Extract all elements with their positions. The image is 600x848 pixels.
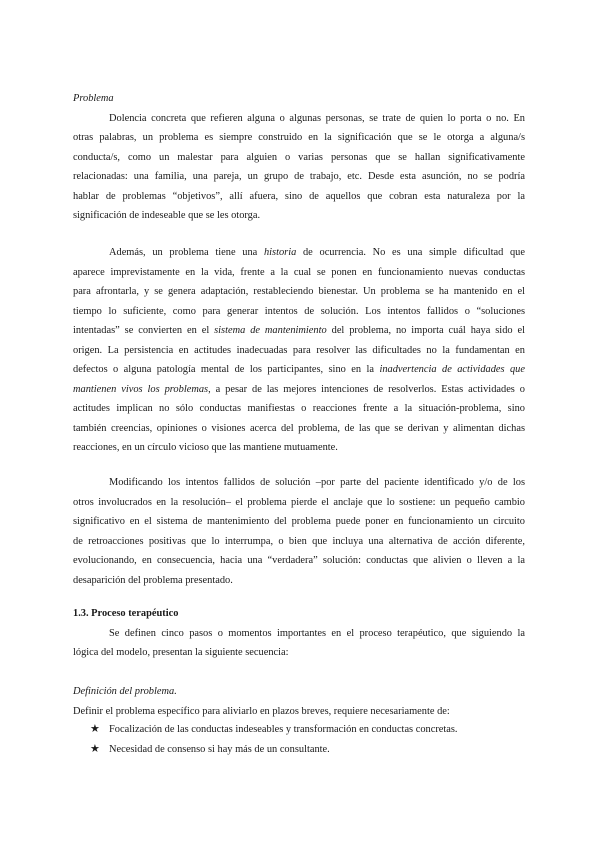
text-line: significación de indeseable que se les otorga. [73, 210, 261, 221]
text-run: de ocurrencia. No es una simple dificultad que [296, 247, 525, 258]
text-line [73, 321, 525, 341]
list-item-text: Focalización de las conductas indeseables y transformación en conductas concretas. [109, 724, 458, 735]
text-run: Además, un problema tiene una [109, 247, 264, 258]
text-run: defectos o alguna patología mental de los participantes, sino en la [73, 364, 380, 375]
text-line: significativo en el sistema de mantenimiento del problema puede poner en funcionamiento un circuito [73, 516, 525, 527]
paragraph-historia [73, 243, 525, 458]
text-line: Definir el problema específico para aliviarlo en plazos breves, requiere necesariamente de: [73, 705, 450, 717]
text-line: Se definen cinco pasos o momentos importantes en el proceso terapéutico, que siguiendo la [109, 627, 525, 639]
list-item [90, 740, 530, 760]
subheading-definicion: Definición del problema. [73, 686, 177, 697]
star-bullet-icon: ★ [90, 742, 100, 755]
text-line [73, 380, 525, 400]
text-line: relacionadas: una familia, una pareja, un grupo de trabajo, etc. Desde esta asunción, no se podría [73, 171, 525, 182]
section-heading: 1.3. Proceso terapéutico [73, 608, 179, 619]
heading-problema: Problema [73, 93, 114, 104]
text-line: evolucionando, en consecuencia, hacia una “verdadera” solución: conductas que alivien o lleven a la [73, 555, 525, 566]
text-line: desaparición del problema presentado. [73, 574, 233, 586]
emphasis-text: sistema de mantenimiento [214, 325, 327, 336]
text-line: Dolencia concreta que refieren alguna o algunas personas, se trate de quien lo porta o no. En [109, 112, 525, 124]
text-line [73, 360, 525, 380]
text-line [73, 243, 525, 263]
paragraph-modificando [73, 473, 525, 590]
emphasis-text: mantienen vivos los problemas [73, 383, 209, 395]
text-line: conducta/s, como un malestar para alguien o varias personas que se hallan significativamente [73, 151, 525, 163]
text-line: lógica del modelo, presentan la siguiente secuencia: [73, 647, 289, 658]
text-run: intentadas” se convierten en el [73, 325, 215, 336]
text-line: actitudes implican no sólo conductas manifiestas o reacciones frente a la situación-problema, sino [73, 403, 525, 414]
text-run: del problema, no importa cuál haya sido el [326, 325, 525, 336]
emphasis-text: inadvertencia de actividades que [379, 364, 525, 375]
section-problema [73, 89, 525, 226]
text-line: aparece imprevistamente en la vida, frente a la cual se ponen en funcionamiento nuevas conductas [73, 266, 525, 278]
text-line: Modificando los intentos fallidos de solución –por parte del paciente identificado y/o de los [109, 477, 525, 488]
star-bullet-icon: ★ [90, 723, 100, 735]
text-line: origen. La persistencia en actitudes inadecuadas para resolver las dificultades no la fundamentan en [73, 344, 525, 356]
text-line: también creencias, opiniones o visiones acerca del problema, de las que se derivan y alimentan dichas [73, 422, 525, 434]
text-run: , a pesar de las mejores intenciones de resolverlos. Estas actividades o [208, 383, 525, 395]
section-proceso-terapeutico [73, 604, 525, 663]
section-definicion [73, 682, 525, 721]
list-item [90, 720, 530, 740]
text-line: de retroacciones positivas que lo interrumpa, o bien que incluya una alternativa de acción diferente, [73, 535, 525, 547]
text-line: tiempo lo suficiente, como para generar intentos de solución. Los intentos fallidos o “soluciones [73, 305, 525, 317]
emphasis-text: historia [263, 247, 297, 258]
text-line: reacciones, en un círculo vicioso que las mantiene mutuamente. [73, 442, 338, 453]
bullet-list [90, 720, 530, 759]
text-line: otros involucrados en la resolución– el problema pierde el anclaje que lo sostiene: un pequeño cambio [73, 496, 525, 508]
text-line: para afrontarla, y se genera adaptación, restableciendo bienestar. Un problema se ha mantenido en el [73, 286, 525, 297]
text-line: otras palabras, un problema es siempre construido en la significación que se le otorga a alguna/s [73, 132, 525, 143]
list-item-text: Necesidad de consenso si hay más de un consultante. [109, 743, 330, 755]
text-line: hablar de problemas “objetivos”, allí afuera, sino de aquellos que cobran esta naturaleza por la [73, 190, 525, 202]
